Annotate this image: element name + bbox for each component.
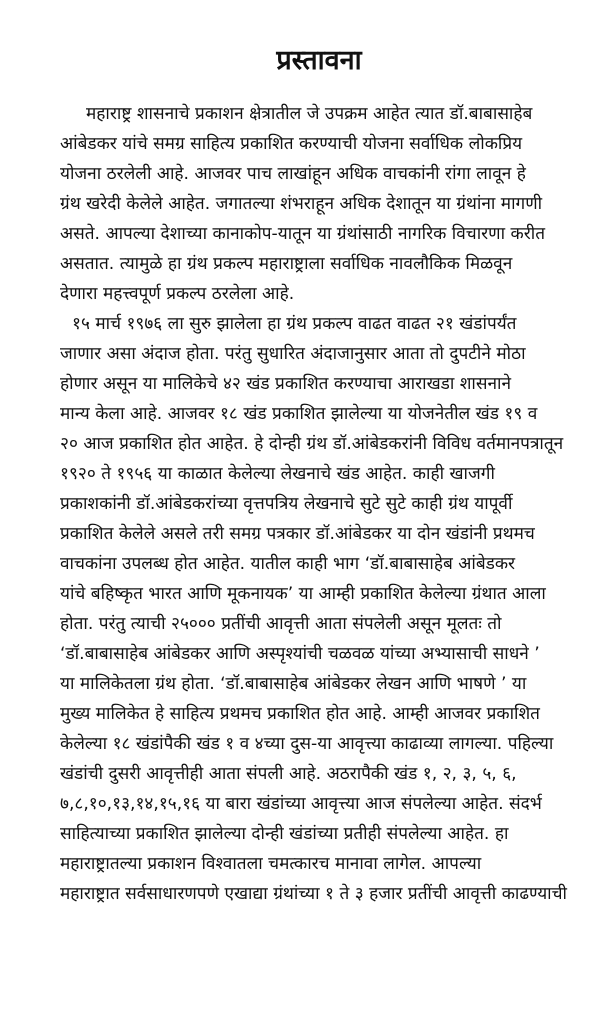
text-line: ‘डॉ.बाबासाहेब आंबेडकर आणि अस्पृश्यांची चळवळ यांच्या अभ्यासाची साधने ’ bbox=[60, 644, 540, 664]
paragraph-2 bbox=[60, 309, 572, 909]
page-title: प्रस्तावना bbox=[276, 45, 362, 76]
text-line: ७,८,१०,१३,१४,१५,१६ या बारा खंडांच्या आवृत्त्या आज संपलेल्या आहेत. संदर्भ bbox=[60, 794, 542, 814]
text-line: साहित्याच्या प्रकाशित झालेल्या दोन्ही खंडांच्या प्रतीही संपलेल्या आहेत. हा bbox=[60, 824, 509, 844]
text-line: जाणार असा अंदाज होता. परंतु सुधारित अंदाजानुसार आता तो दुपटीने मोठा bbox=[60, 344, 526, 364]
text-line: देणारा महत्त्वपूर्ण प्रकल्प ठरलेला आहे. bbox=[60, 284, 295, 304]
text-line: मुख्य मालिकेत हे साहित्य प्रथमच प्रकाशित होत आहे. आम्ही आजवर प्रकाशित bbox=[60, 704, 540, 724]
text-line: असते. आपल्या देशाच्या कानाकोप-यातून या ग्रंथांसाठी नागरिक विचारणा करीत bbox=[60, 224, 545, 244]
text-line: होता. परंतु त्याची २५००० प्रतींची आवृत्ती आता संपलेली असून मूलतः तो bbox=[60, 614, 502, 634]
text-line: महाराष्ट्र शासनाचे प्रकाशन क्षेत्रातील जे उपक्रम आहेत त्यात डॉ.बाबासाहेब bbox=[86, 104, 533, 124]
text-line: महाराष्ट्रातल्या प्रकाशन विश्वातला चमत्कारच मानावा लागेल. आपल्या bbox=[60, 854, 482, 874]
text-line: २० आज प्रकाशित होत आहेत. हे दोन्ही ग्रंथ डॉ.आंबेडकरांनी विविध वर्तमानपत्रातून bbox=[60, 434, 564, 454]
text-line: खंडांची दुसरी आवृत्तीही आता संपली आहे. अठरापैकी खंड १, २, ३, ५, ६, bbox=[60, 764, 517, 784]
text-line: केलेल्या १८ खंडांपैकी खंड १ व ४च्या दुस-या आवृत्त्या काढाव्या लागल्या. पहिल्या bbox=[60, 734, 554, 754]
text-line: योजना ठरलेली आहे. आजवर पाच लाखांहून अधिक वाचकांनी रांगा लावून हे bbox=[60, 164, 526, 184]
text-line: यांचे बहिष्कृत भारत आणि मूकनायक’ या आम्ही प्रकाशित केलेल्या ग्रंथात आला bbox=[60, 584, 546, 604]
text-line: असतात. त्यामुळे हा ग्रंथ प्रकल्प महाराष्ट्राला सर्वाधिक नावलौकिक मिळवून bbox=[60, 254, 513, 274]
text-line: आंबेडकर यांचे समग्र साहित्य प्रकाशित करण्याची योजना सर्वाधिक लोकप्रिय bbox=[60, 134, 523, 154]
text-line: या मालिकेतला ग्रंथ होता. ‘डॉ.बाबासाहेब आंबेडकर लेखन आणि भाषणे ’ या bbox=[60, 674, 527, 694]
text-line: होणार असून या मालिकेचे ४२ खंड प्रकाशित करण्याचा आराखडा शासनाने bbox=[60, 374, 512, 394]
text-line: प्रकाशकांनी डॉ.आंबेडकरांच्या वृत्तपत्रिय लेखनाचे सुटे सुटे काही ग्रंथ यापूर्वी bbox=[60, 494, 513, 514]
paragraph-1 bbox=[60, 99, 572, 309]
text-line: ग्रंथ खरेदी केलेले आहेत. जगातल्या शंभराहून अधिक देशातून या ग्रंथांना मागणी bbox=[60, 194, 543, 214]
text-line: १५ मार्च १९७६ ला सुरु झालेला हा ग्रंथ प्रकल्प वाढत वाढत २१ खंडांपर्यंत bbox=[72, 314, 517, 334]
text-line: १९२० ते १९५६ या काळात केलेल्या लेखनाचे खंड आहेत. काही खाजगी bbox=[60, 464, 495, 484]
text-line: मान्य केला आहे. आजवर १८ खंड प्रकाशित झालेल्या या योजनेतील खंड १९ व bbox=[60, 404, 538, 424]
text-line: वाचकांना उपलब्ध होत आहेत. यातील काही भाग ‘डॉ.बाबासाहेब आंबेडकर bbox=[60, 554, 516, 574]
text-line: महाराष्ट्रात सर्वसाधारणपणे एखाद्या ग्रंथांच्या १ ते ३ हजार प्रतींची आवृत्ती काढण्याची bbox=[60, 884, 567, 904]
text-line: प्रकाशित केलेले असले तरी समग्र पत्रकार डॉ.आंबेडकर या दोन खंडांनी प्रथमच bbox=[60, 524, 535, 544]
